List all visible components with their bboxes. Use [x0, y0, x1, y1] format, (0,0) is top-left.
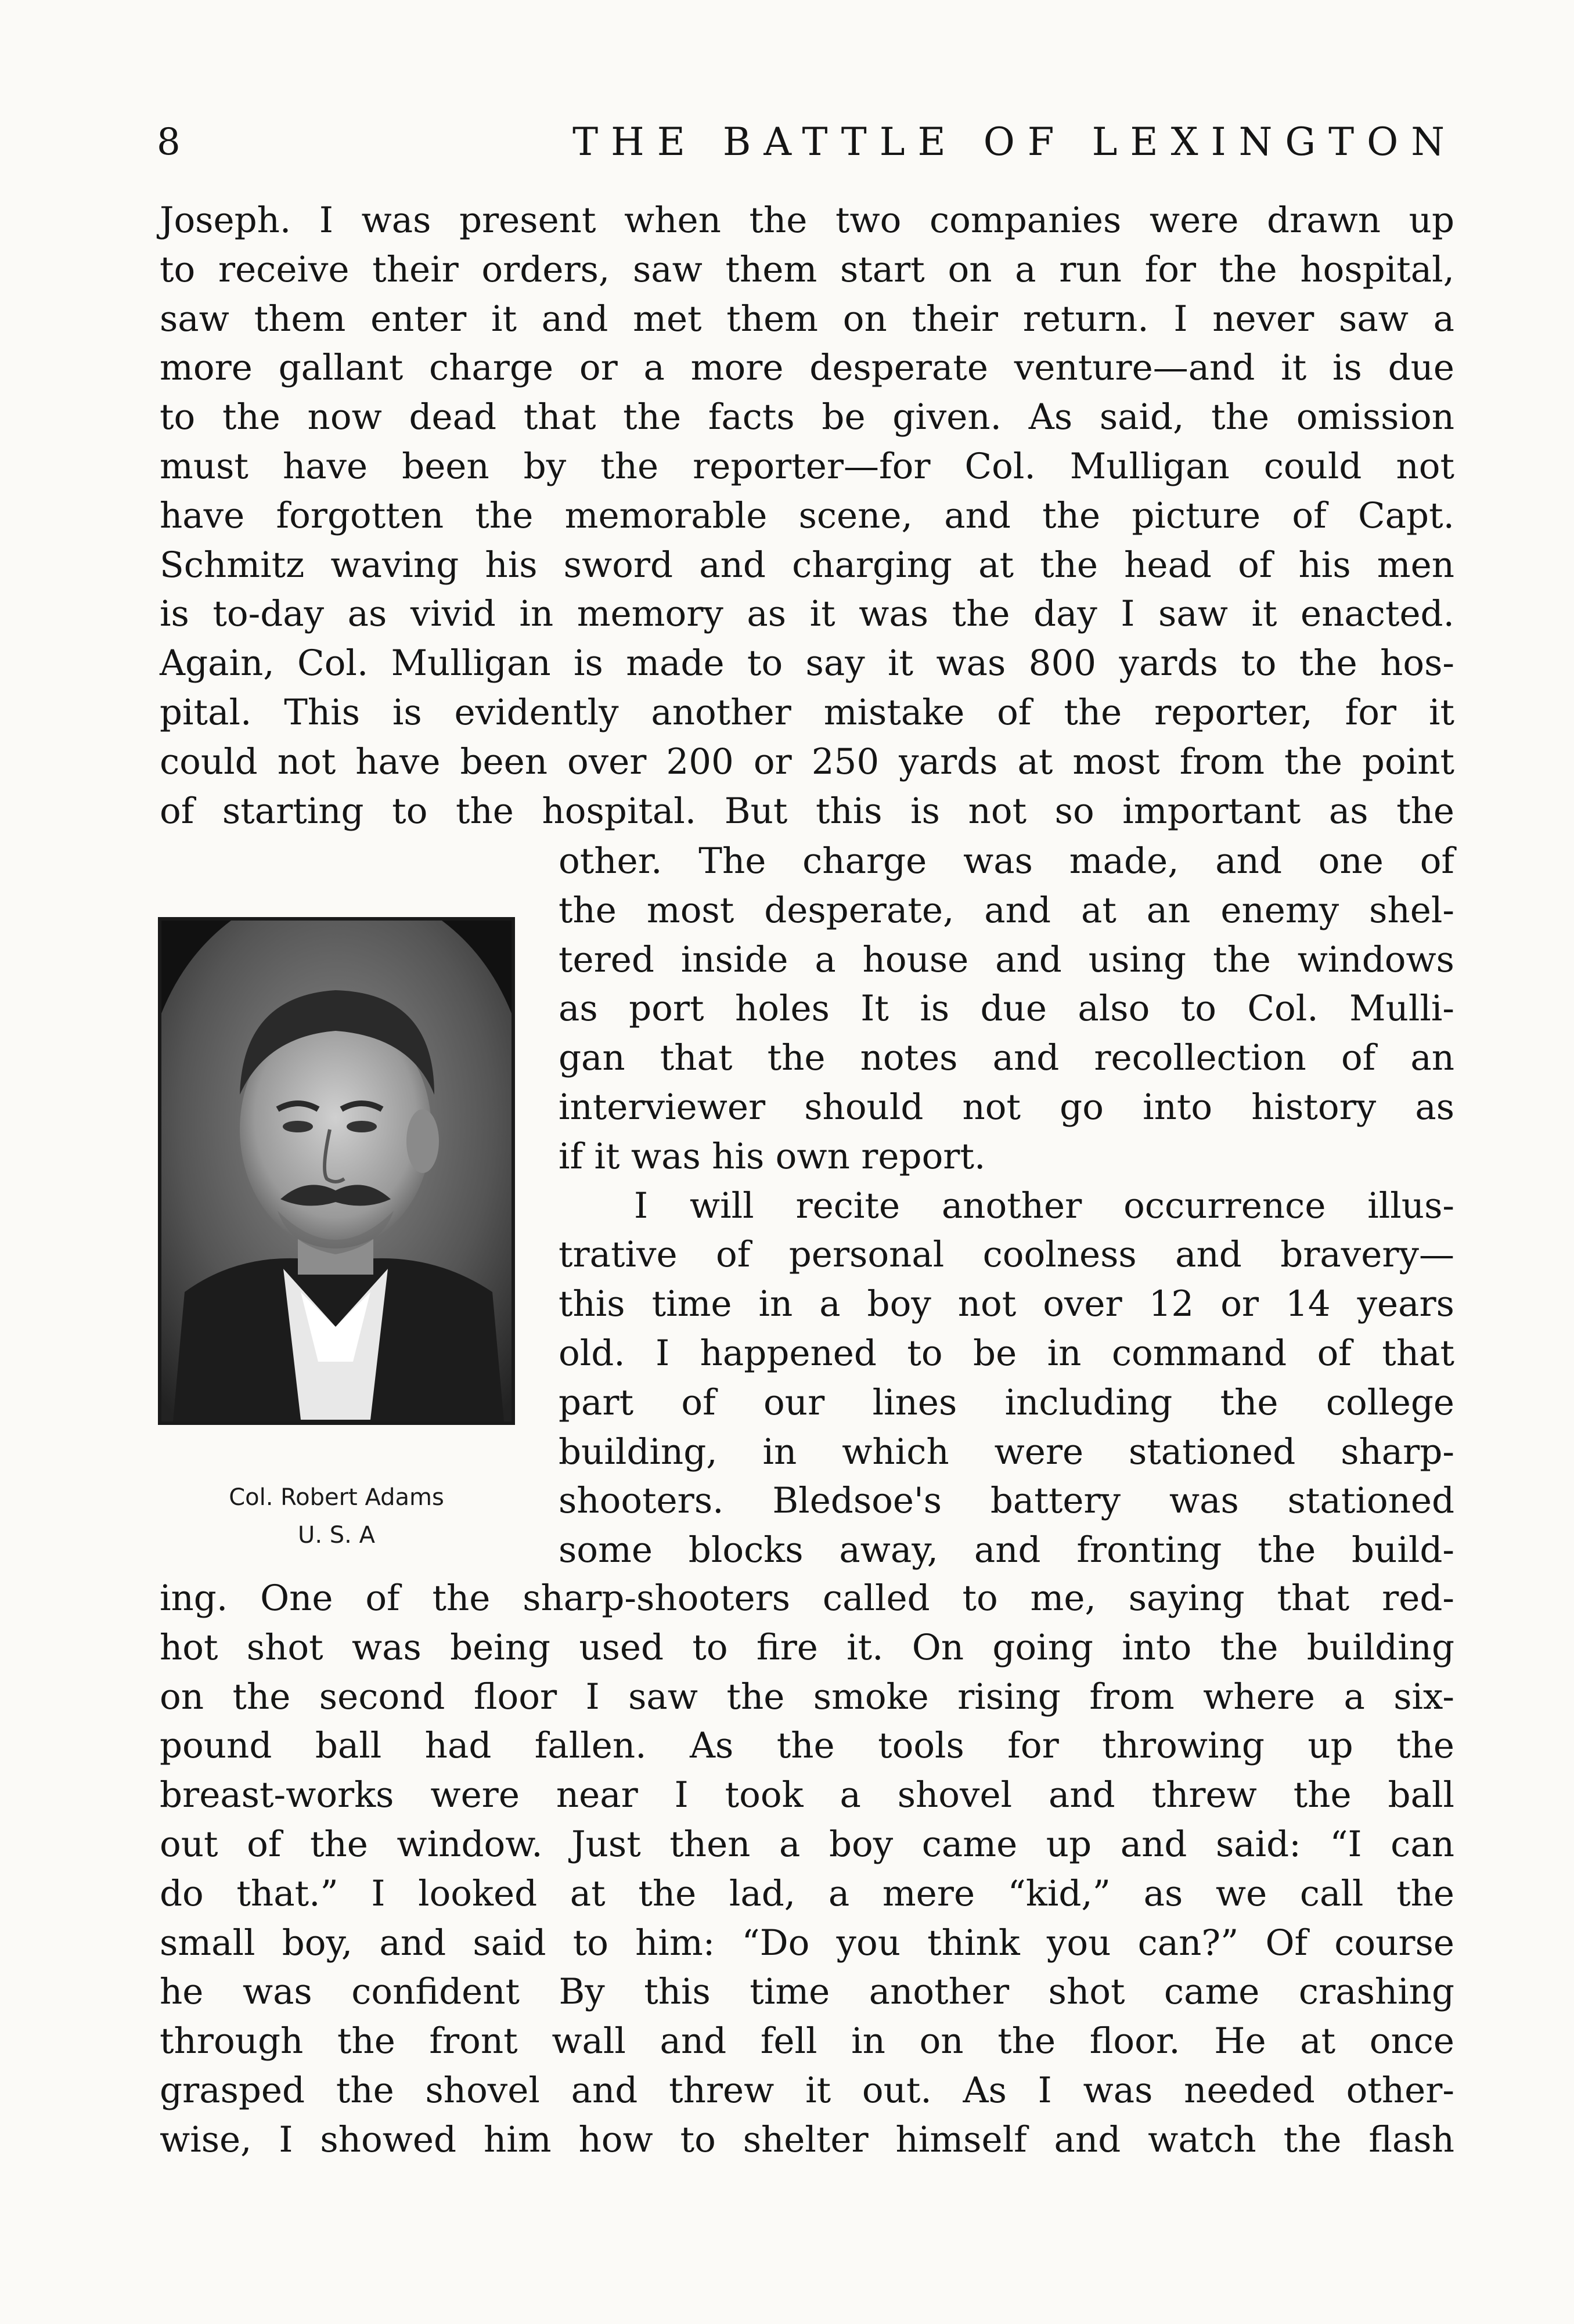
text-line: the most desperate, and at an enemy shel- [559, 889, 1454, 931]
text-line: small boy, and said to him: “Do you think you can?” Of course [160, 1922, 1454, 1964]
text-line: old. I happened to be in command of that [559, 1332, 1454, 1374]
text-line: through the front wall and fell in on the floor. He at once [160, 2020, 1454, 2062]
body-text-top [160, 196, 1454, 836]
text-line: this time in a boy not over 12 or 14 years [559, 1283, 1454, 1325]
text-line: hot shot was being used to fire it. On going into the building [160, 1626, 1454, 1668]
text-line: if it was his own report. [559, 1135, 986, 1177]
text-line: more gallant charge or a more desperate venture—and it is due [160, 347, 1454, 389]
text-line: have forgotten the memorable scene, and the picture of Capt. [160, 495, 1454, 536]
text-line: some blocks away, and fronting the build- [559, 1529, 1454, 1571]
text-line: pital. This is evidently another mistake of the reporter, for it [160, 691, 1454, 733]
page-header [157, 116, 1457, 168]
running-head: THE BATTLE OF LEXINGTON [572, 120, 1457, 164]
text-line: do that.” I looked at the lad, a mere “kid,” as we call the [160, 1872, 1454, 1914]
text-line: saw them enter it and met them on their return. I never saw a [160, 298, 1454, 340]
text-line: must have been by the reporter—for Col. Mulligan could not [160, 445, 1454, 487]
text-line: out of the window. Just then a boy came up and said: “I can [160, 1823, 1454, 1865]
body-text-bottom [160, 1574, 1454, 2165]
text-line: Joseph. I was present when the two companies were drawn up [160, 200, 1454, 241]
text-line: of starting to the hospital. But this is not so important as the [160, 790, 1454, 832]
text-line: Schmitz waving his sword and charging at the head of his men [160, 544, 1454, 586]
portrait-image [161, 921, 512, 1421]
text-line: could not have been over 200 or 250 yards at most from the point [160, 741, 1454, 782]
text-line: interviewer should not go into history as [559, 1086, 1454, 1128]
text-line: pound ball had fallen. As the tools for throwing up the [160, 1725, 1454, 1767]
page-number: 8 [157, 121, 181, 164]
text-line: he was confident By this time another shot came crashing [160, 1971, 1454, 2013]
text-line-paragraph-start: I will recite another occurrence illus- [634, 1185, 1454, 1226]
text-line: wise, I showed him how to shelter himself and watch the flash [160, 2119, 1454, 2160]
text-line: other. The charge was made, and one of [559, 840, 1454, 882]
text-line: trative of personal coolness and bravery— [559, 1234, 1454, 1276]
text-line: shooters. Bledsoe's battery was stationed [559, 1480, 1454, 1522]
text-line: to receive their orders, saw them start on a run for the hospital, [160, 248, 1454, 290]
figure-caption-rank: U. S. A [298, 1522, 375, 1549]
text-line: to the now dead that the facts be given. As said, the omission [160, 396, 1454, 438]
text-line: on the second floor I saw the smoke rising from where a six- [160, 1676, 1454, 1717]
figure-caption-name: Col. Robert Adams [229, 1484, 444, 1511]
text-line: breast-works were near I took a shovel and threw the ball [160, 1774, 1454, 1816]
text-line: ing. One of the sharp-shooters called to me, saying that red- [160, 1578, 1454, 1619]
text-line: is to-day as vivid in memory as it was the day I saw it enacted. [160, 593, 1454, 635]
text-line: building, in which were stationed sharp- [559, 1431, 1454, 1473]
text-line: part of our lines including the college [559, 1381, 1454, 1423]
text-line: tered inside a house and using the windows [559, 939, 1454, 980]
text-line: grasped the shovel and threw it out. As I was needed other- [160, 2069, 1454, 2111]
portrait-photo [158, 917, 515, 1425]
body-text-right-column [559, 837, 1454, 1575]
text-line: Again, Col. Mulligan is made to say it was 800 yards to the hos- [160, 643, 1454, 684]
text-line: gan that the notes and recollection of an [559, 1037, 1454, 1079]
text-line: as port holes It is due also to Col. Mulli- [559, 988, 1454, 1030]
